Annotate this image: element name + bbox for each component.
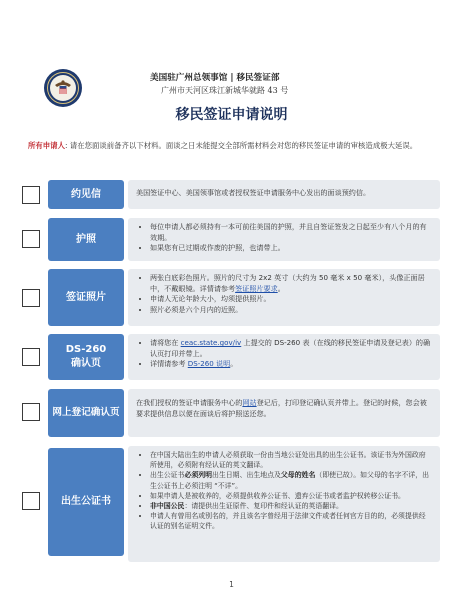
birth-bullet: • 申请人有曾用名或别名的，并且该名字曾经用于法律文件或者任何官方目的的，必须提供经认证的别名证明文件。: [150, 511, 432, 531]
intro-paragraph: [28, 140, 443, 151]
intro-label: 所有申请人: [28, 141, 65, 150]
content-birth-certificate: [128, 446, 440, 562]
ds260-bullet: • 请将您在 ceac.state.gov/iv 上提交的 DS-260 表（在线的移民签证申请及登记表）的确认页打印并带上。: [150, 338, 432, 359]
page-number: 1: [229, 580, 234, 589]
page-title: 移民签证申请说明: [175, 107, 288, 123]
photo-bullet: • 申请人无论年龄大小，均须提供照片。: [150, 294, 432, 305]
label-ds260: DS-260 确认页: [48, 334, 124, 380]
label-registration: 网上登记确认页: [48, 389, 124, 437]
website-link[interactable]: 网站: [242, 398, 257, 407]
checkbox-passport[interactable]: [22, 230, 40, 248]
photo-bullet: • 两张白底彩色照片。照片的尺寸为 2x2 英寸（大约为 50 毫米 x 50 毫米），头像正面居中，不戴眼镜。详情请参考签证照片要求。: [150, 273, 432, 294]
label-passport: 护照: [48, 218, 124, 261]
photo-requirements-link[interactable]: 签证照片要求: [235, 283, 278, 293]
birth-bullet: • 在中国大陆出生的申请人必须获取一份由当地公证处出具的出生公证书。该证书为外国政府所使用，必须附有经认证的英文翻译。: [150, 450, 432, 470]
checkbox-appointment[interactable]: [22, 186, 40, 204]
passport-bullet: • 如果您有已过期或作废的护照，也请带上。: [150, 243, 432, 254]
ceac-link[interactable]: ceac.state.gov/iv: [180, 338, 242, 347]
consulate-name: 美国驻广州总领事馆 | 移民签证部: [150, 73, 280, 83]
ds260-bullet: • 详情请参考 DS-260 说明。: [150, 359, 432, 370]
checkbox-birth-certificate[interactable]: [22, 492, 40, 510]
content-registration: 在我们授权的签证申请服务中心的网站登记后，打印登记确认页并带上。登记的时候，您会被要求提供信息以便在面谈后将护照送还您。: [128, 389, 440, 437]
label-birth-certificate: 出生公证书: [48, 448, 124, 556]
appointment-text: 美国签证中心、美国领事馆或者授权签证申请服务中心发出的面谈预约信。: [136, 188, 371, 197]
checkbox-ds260[interactable]: [22, 348, 40, 366]
content-photo: [128, 269, 440, 326]
label-appointment: 约见信: [48, 180, 124, 209]
consulate-address: 广州市天河区珠江新城华就路 43 号: [161, 86, 289, 95]
content-appointment: [128, 180, 440, 209]
passport-bullet: • 每位申请人都必须持有一本可前往美国的护照，并且自签证签发之日起至少有八个月的有效期。: [150, 222, 432, 243]
birth-bullet: • 非中国公民：请提供出生证原件、复印件和经认证的英语翻译。: [150, 501, 432, 511]
embassy-seal-icon: [43, 68, 83, 108]
birth-bullet: • 如果申请人是被收养的，必须提供收养公证书、遗弃公证书或者监护权转移公证书。: [150, 491, 432, 501]
photo-bullet: • 照片必须是六个月内的近照。: [150, 305, 432, 316]
label-photo: 签证照片: [48, 269, 124, 326]
checkbox-photo[interactable]: [22, 289, 40, 307]
intro-text: : 请在您面谈前备齐以下材料。面谈之日未能提交全部所需材料会对您的移民签证申请的审核造成极大延误。: [64, 141, 418, 150]
ds260-instructions-link[interactable]: DS-260 说明: [187, 359, 231, 368]
birth-bullet: • 出生公证书必须列明出生日期、出生地点及父母的姓名（即使已故）。如父母的名字不详，出生公证书上必须注明 “不详”。: [150, 470, 432, 490]
content-ds260: [128, 334, 440, 380]
content-passport: [128, 218, 440, 261]
checkbox-registration[interactable]: [22, 403, 40, 421]
